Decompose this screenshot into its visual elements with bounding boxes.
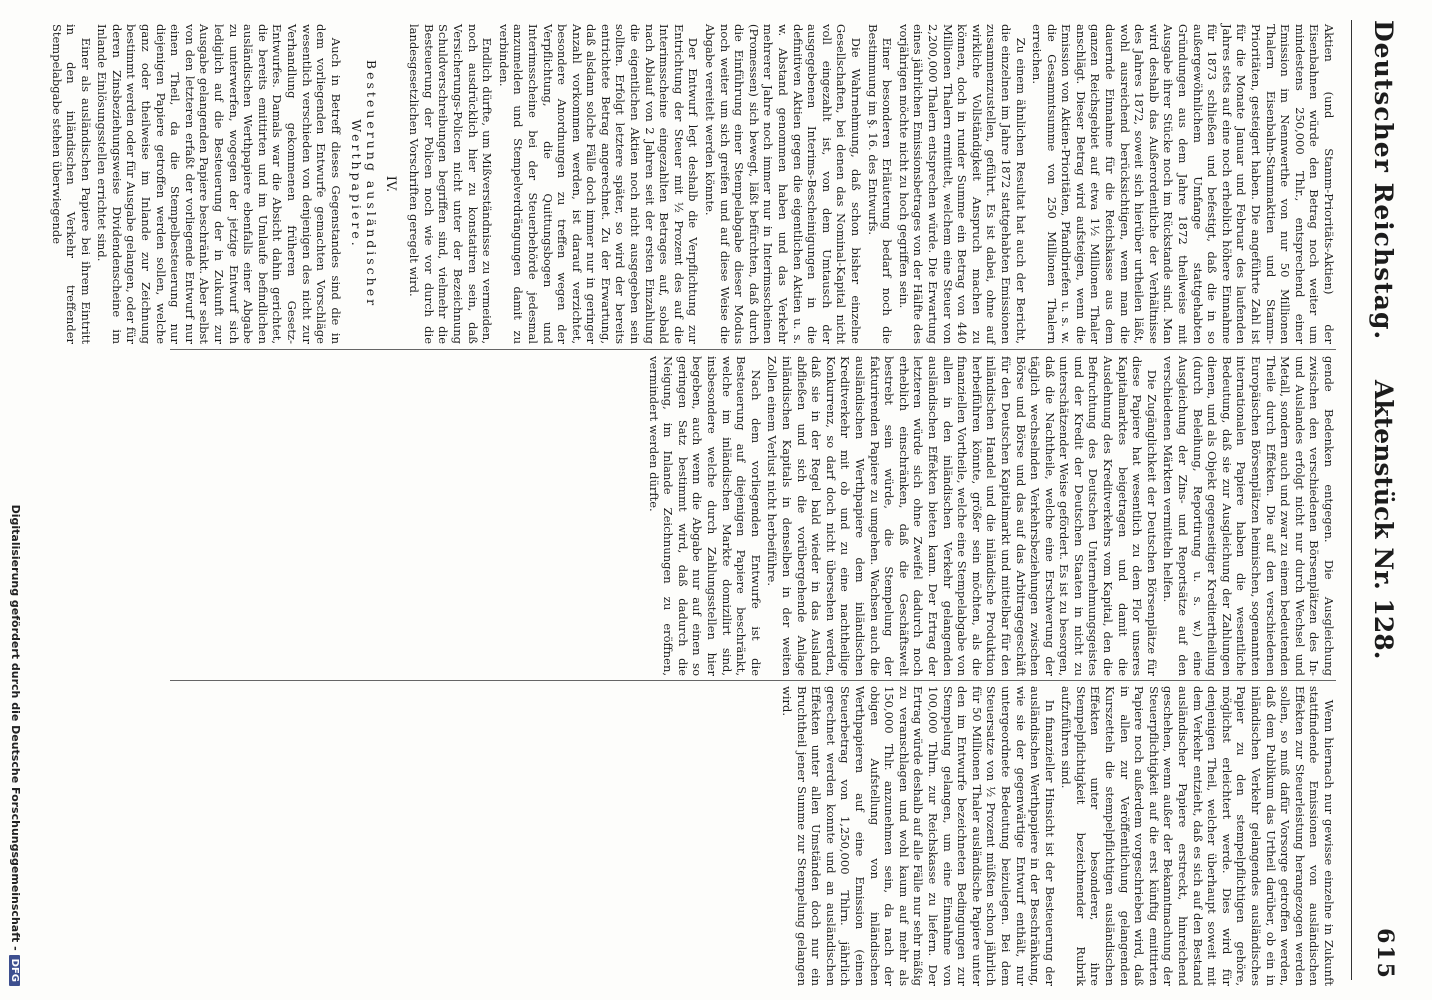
credit-text: Digitalisierung gefördert durch die Deutsche Forschungsgemeinschaft - [9, 504, 22, 951]
paragraph: Zu einem ähnlichen Resultat hat auch der Bericht, die einzelnen im Jahre 1872 stattgehabten Emissionen zusammenzustellen, geführt. Es ist dabei, ohne auf wirkliche Vollständigkeit Anspruch machen zu können, doch in runder Summe ein Betrag von 440 Millionen Thalern ermittelt, welchem eine Steuer von 2,200,000 Thalern entsprechen würde. Die Erwartung eines jährlichen Emissionsbetrages von der Hälfte des vorjährigen möchte nicht zu hoch gegriffen sein. [896, 24, 1028, 344]
text-column-left [49, 24, 1336, 344]
paragraph: Aktien (und Stamm-Prioritäts-Aktien) der Eisenbahnen würde den Betrag noch weiter um mindestens 250,000 Thlr., entsprechend einer Emission im Nennwerthe von nur 50 Millionen Thalern Eisenbahn-Stammaktien und Stamm-Prioritäten, gesteigert haben. Die angeführte Zahl ist für die Monate Januar und Februar des laufenden Jahres stets auf eine noch erheblich höhere Einnahme für 1873 schließen und befestigt, daß die in so außergewöhnlichem Umfange stattgehabten Gründungen aus dem Jahre 1872 theilweise mit Ausgabe ihrer Stücke noch im Rückstande sind. Man wird deshalb das Außerordentliche der Verhältnisse des Jahres 1872, soweit sich hierüber urtheilen läßt, wohl ausreichend berücksichtigen, wenn man die dauernde Einnahme für die Reichskasse aus dem ganzen Reichsgebiet auf etwa 1½ Millionen Thaler anschlägt. Dieser Betrag wird aufsteigen, wenn die Emission von Aktien-Prioritäten, Pfandbriefen u. s. w. die Gesammtsumme von 250 Millionen Thalern erreichen. [1030, 24, 1336, 344]
paragraph: gende Bedenken entgegen. Die Ausgleichung zwischen den verschiedenen Börsenplätzen des In- und Auslandes erfolgt nicht nur durch Wechsel und Metall, sondern auch und zwar zu einem bedeutenden Theile durch Effekten. Die auf den verschiedenen Europäischen Börsenplätzen heimischen, sogenannten internationalen Papiere haben die wesentliche Bedeutung, daß sie zur Ausgleichung der Zahlungen dienen, und als Objekt gegenseitiger Kreditertheilung (durch Beleihung, Reportirung u. s. w.) eine Ausgleichung der Zins- und Reportsätze auf den verschiedenen Märkten vermitteln helfen. [1161, 356, 1336, 676]
dfg-logo: DFG [9, 955, 20, 986]
paragraph: Wenn hiernach nur gewisse einzelne in Zukunft stattfindende Emissionen von ausländischen Effekten zur Steuerleistung herangezogen werden sollen, so muß dafür Vorsorge getroffen werden, daß dem Publikum das Urtheil darüber, ob ein in inländischen Verkehr gelangendes ausländisches Papier zu den stempelpflichtigen gehöre, möglichst erleichtert werde. Dies wird für denjenigen Theil, welcher überhaupt soweit mit dem Verkehr entzieht, daß es sich auf den Bestand ausländischer Papiere erstreckt, hinreichend geschehen, wenn außer der Bekanntmachung der Steuerpflichtigkeit auf die erst künftig emittirten Papiere noch außerdem vorgeschrieben wird, daß in allen zur Veröffentlichung gelangenden Kurszetteln die stempelpflichtigen ausländischen Effekten unter besonderer, ihre Stempelpflichtigkeit bezeichnender Rubrik aufzuführen sind. [1059, 686, 1336, 986]
page-number: 615 [1372, 928, 1398, 980]
digitization-credit [2, 0, 22, 1000]
section-number: IV. [382, 175, 398, 193]
paragraph: Die Zugänglichkeit der Deutschen Börsenplätze für diese Papiere hat wesentlich zu dem Flor unseres Kapitalmarktes beigetragen und damit die Ausdehnung des Kreditverkehrs vom Kapital, den die Befruchtung des Deutschen Unternehmungsgeistes und der Kredit der Deutschen Staaten in nicht zu unterschätzender Weise gefördert. Es ist zu besorgen, daß die Nachtheile, welche eine Erschwerung der täglich wechselnden Verkehrsbeziehungen zwischen Börse und Börse und das auf das Arbitragegeschäft für den Deutschen Kapitalmarkt und mittelbar für den inländischen Handel und die inländische Produktion herbeiführen könnte, größer sein möchten, als die finanziellen Vortheile, welche eine Stempelabgabe von allen in den inländischen Verkehr gelangenden ausländischen Effekten bieten kann. Der Ertrag der letzteren würde sich ohne Zweifel dadurch noch erheblich einschränken, daß die Geschäftswelt bestrebt sein würde, die Stempelung der fakturirenden Papiere zu umgehen. Wachsen auch die ausländischen Werthpapiere dem inländischen Kreditverkehr mit ob und zu eine nachtheilige Konkurrenz, so darf doch nicht übersehen werden, daß sie in der Regel bald wieder in das Ausland abfließen und sich die vorübergehende Anlage inländischen Kapitals in denselben in der weiten Zollen einem Verlust nicht herbeiführe. [765, 356, 1159, 676]
section-heading: Besteuerung ausländischer Werthpapiere. [349, 59, 379, 309]
text-column-right [170, 686, 1336, 986]
column-divider [170, 680, 1336, 681]
header-document-number: Aktenstück Nr. 128. [1369, 380, 1398, 660]
paragraph: Nach dem vorliegenden Entwurfe ist die Besteuerung auf diejenigen Papiere beschränkt, welche im inländischen Markte domizilirt sind, insbesondere welche durch Zahlungsstellen hier begeben, auch wenn die Abgabe nur auf einen so geringen Satz bestimmt wird, daß dadurch die Neigung, im Inlande Zeichnungen zu eröffnen, vermindert werden dürfte. [646, 356, 763, 676]
column-divider [170, 349, 1336, 350]
paragraph: Einer besonderen Erläuterung bedarf noch die Bestimmung im §. 16. des Entwurfs. [865, 24, 895, 344]
header-rule [1351, 20, 1352, 980]
paragraph: In finanzieller Hinsicht ist der Besteuerung der ausländischen Werthpapiere in der Beschränkung, wie sie der gegenwärtige Entwurf enthält, nur untergeordnete Bedeutung beizulegen. Bei dem Steuersatze von ½ Prozent müßten schon jährlich für 50 Millionen Thaler ausländische Papiere unter den im Entwurfe bezeichneten Bedingungen zur Stempelung gelangen, um eine Einnahme von 100,000 Thlrn. zur Reichskasse zu liefern. Der Ertrag würde deshalb auf alle Fälle nur sehr mäßig zu veranschlagen und wohl kaum auf mehr als 150,000 Thlr. anzunehmen sein, da nach der obigen Aufstellung von inländischen Werthpapieren auf eine Emission (einen Steuerbetrag von 1,250,000 Thlrn. jährlich gerechnet werden konnte und an ausländischen Effekten unter allen Umständen doch nur ein Bruchtheil jener Summe zur Stempelung gelangen wird. [780, 686, 1057, 986]
header-title: Deutscher Reichstag. [1369, 20, 1398, 341]
paragraph: Endlich dürfte, um Mißverständnisse zu vermeiden, noch ausdrücklich hier zu konstatiren sein, daß Versicherungs-Policen nicht unter der Bezeichnung Schuldverschreibungen begriffen sind, vielmehr die Besteuerung der Policen noch wie vor durch die landesgesetzlichen Vorschriften geregelt wird. [407, 24, 495, 344]
paragraph: Auch in Betreff dieses Gegenstandes sind die in dem vorliegenden Entwurfe gemachten Vorschläge wesentlich verschieden von denjenigen des nicht zur Verhandlung gekommenen früheren Gesetz-Entwurfes. Damals war die Absicht dahin gerichtet, die bereits emittirten und im Umlaufe befindlichen ausländischen Werthpapiere ebenfalls einer Abgabe zu unterwerfen, wogegen der jetzige Entwurf sich lediglich auf die Besteuerung der in Zukunft zur Ausgabe gelangenden Papiere beschränkt. Aber selbst von den letzteren erfaßt der vorliegende Entwurf nur einen Theil, da die Stempelbesteuerung nur diejenigen Papiere getroffen werden sollen, welche ganz oder theilweise im Inlande zur Zeichnung bestimmt werden oder für Ausgabe gelangen, oder für deren Zinsbeziehungsweise Dividendenscheine im Inlande Einlösungsstellen errichtet sind. [95, 24, 343, 344]
page-header [1358, 20, 1398, 980]
text-column-middle [170, 356, 1336, 676]
paragraph: Einer als ausländischen Papiere bei ihrem Eintritt in den inländischen Verkehr treffender Stempelabgabe stehen überwiegende [49, 24, 93, 344]
paragraph: Die Wahrnehmung, daß schon bisher einzelne Gesellschaften, bei denen das Nominal-Kapital nicht voll eingezahlt ist, von dem Umtausch der ausgegebenen Interims-Bescheinigungen in die definitiven Aktien gegen die eigentlichen Aktien u. s. w. Abstand genommen haben und das Verkehr mehrerer Jahre noch immer nur in Interimsscheinen (Promessen) sich bewegt, läßt befürchten, daß durch die Einführung einer Stempelabgabe dieser Modus noch weiter um sich greifen und auf diese Weise die Abgabe vereitelt werden könnte. [703, 24, 863, 344]
paragraph: Der Entwurf legt deshalb die Verpflichtung zur Entrichtung der Steuer mit ½ Prozent des auf die Interimsscheine eingezahlten Betrages auf, sobald nach Ablauf von 2 Jahren seit der ersten Einzahlung die eigentlichen Aktien noch nicht ausgegeben sein sollten. Erfolgt letztere später, so wird der bereits entrichtete Betrag angerechnet. Zu der Erwartung, daß alsdann solche Fälle doch immer nur in geringer Anzahl vorkommen werden, ist darauf verzichtet, besondere Anordnungen zu treffen wegen der Verpflichtung, die Quittungsbogen und Interimsscheine bei der Steuerbehörde jedesmal anzumelden und Stempelverdrängungen damit zu verbinden. [496, 24, 701, 344]
